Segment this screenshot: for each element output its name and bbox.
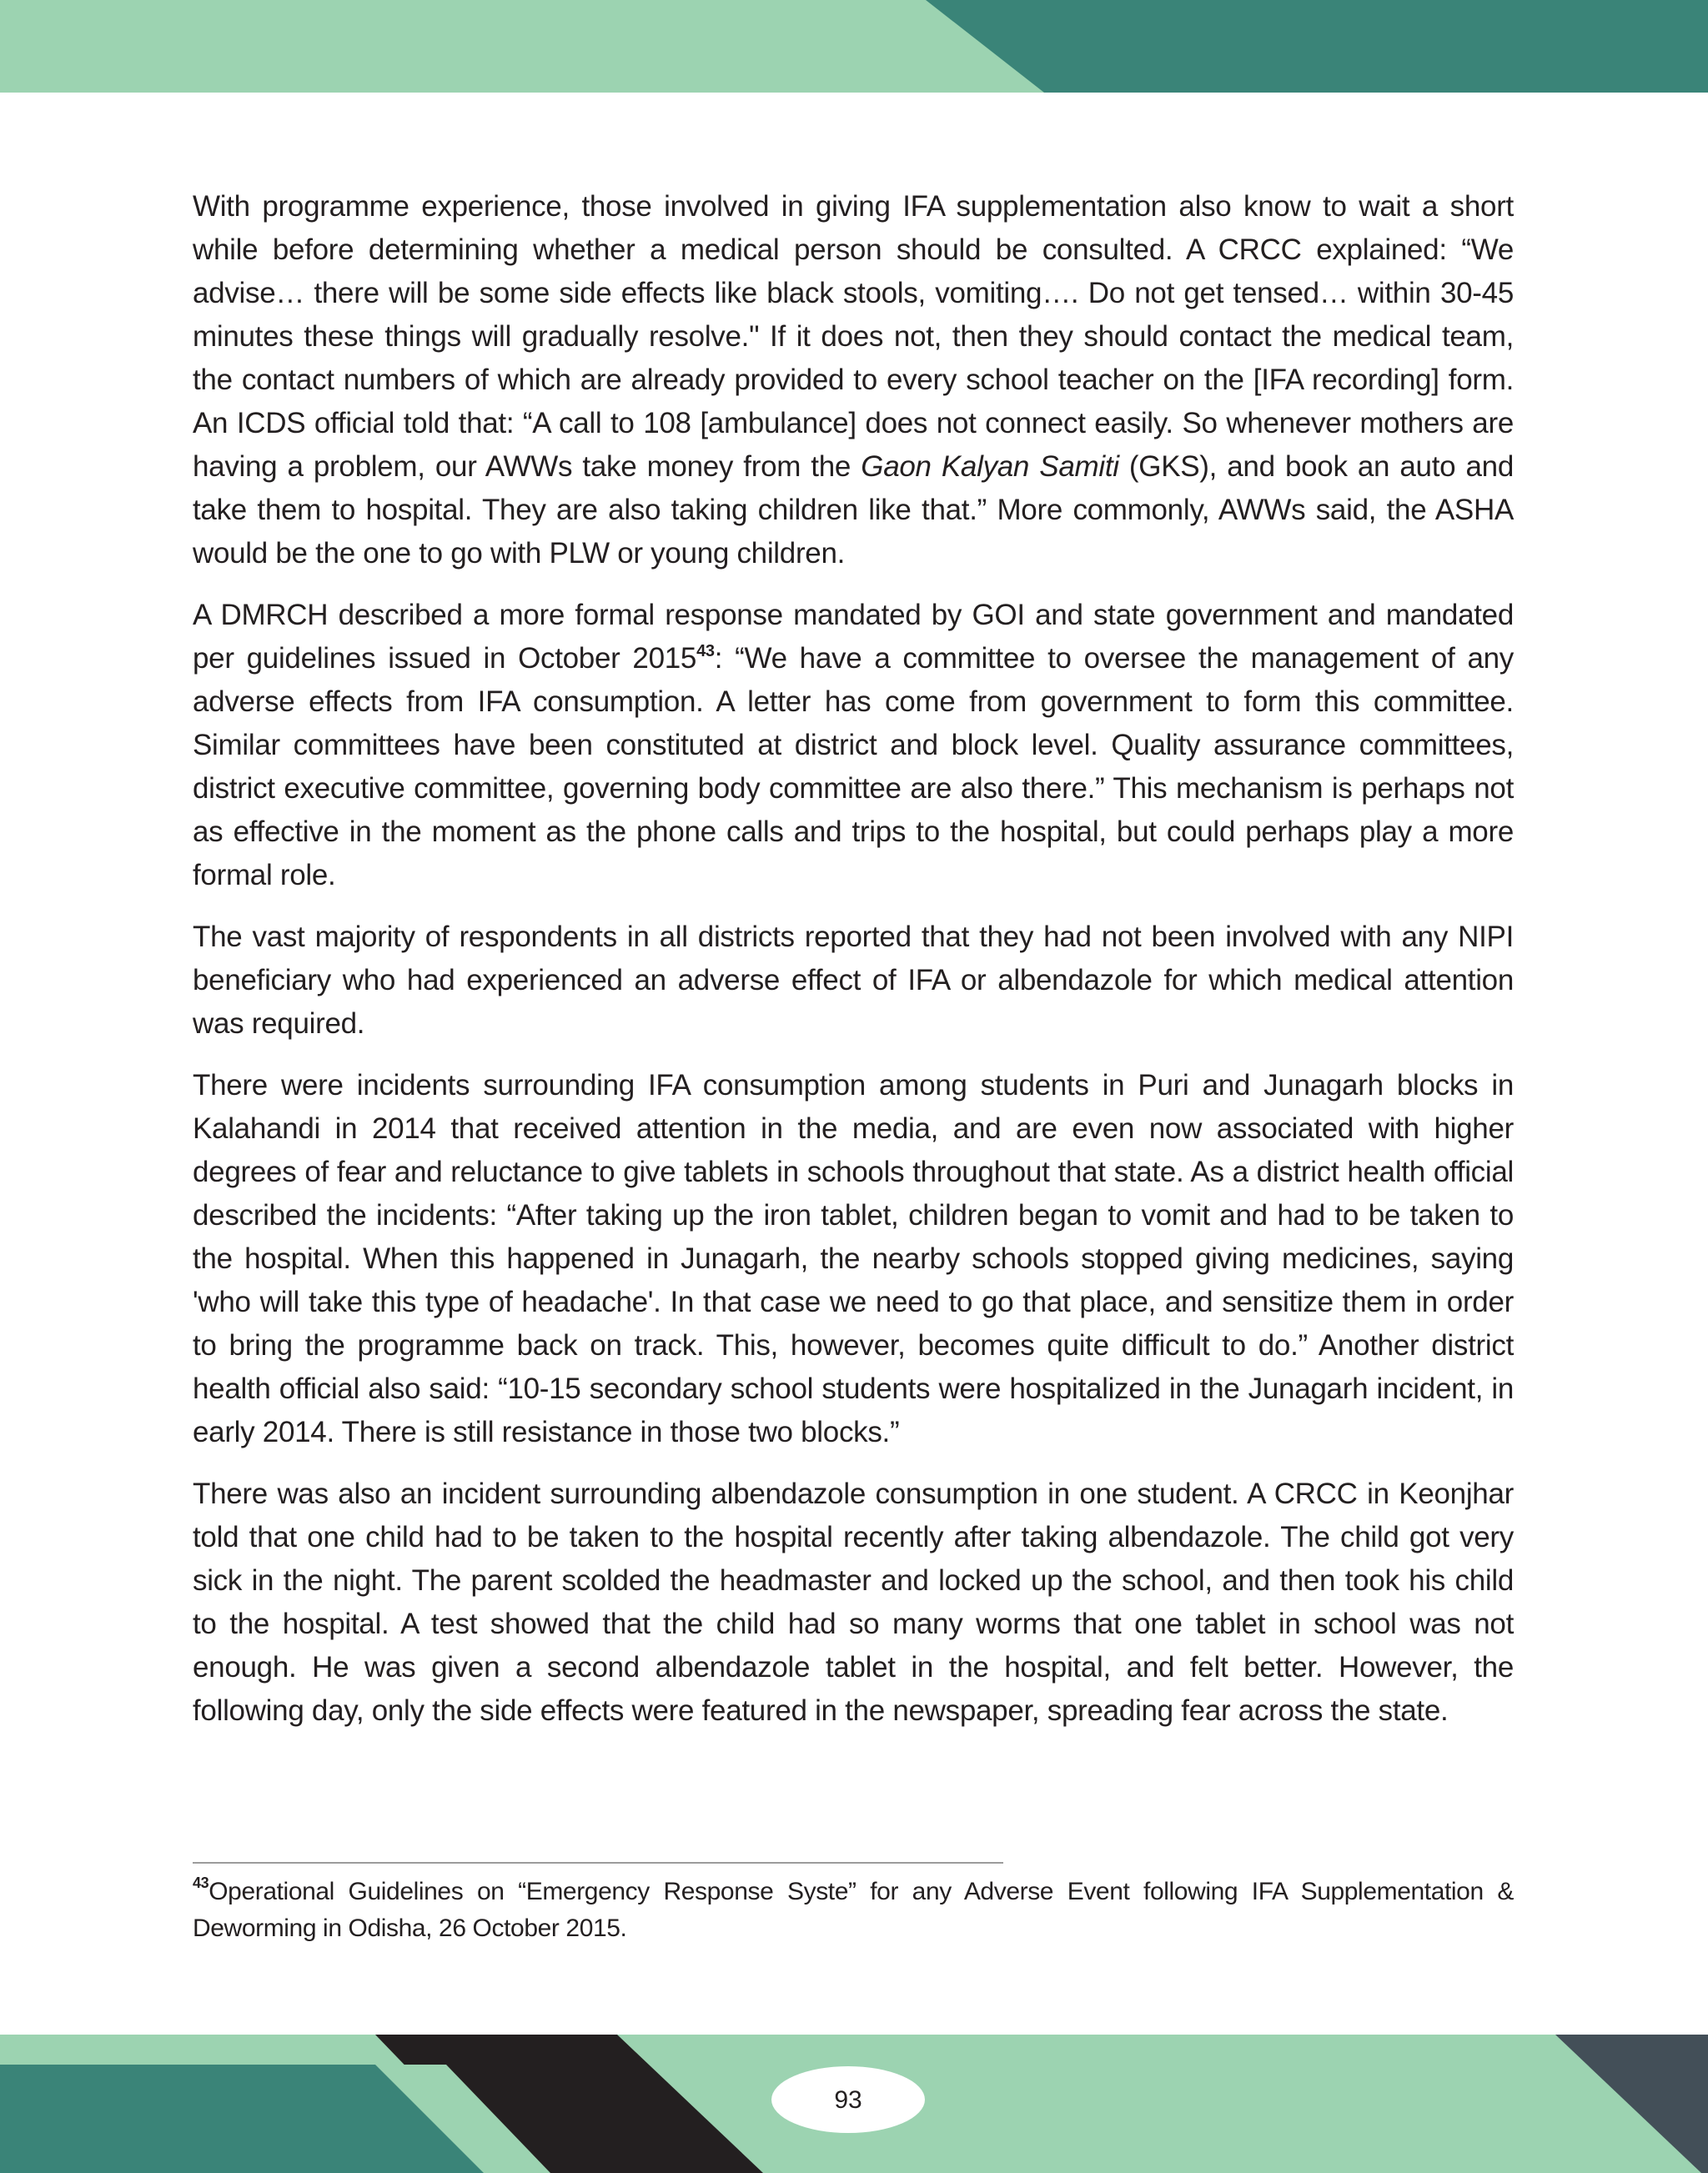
paragraph-4: There were incidents surrounding IFA consumption among students in Puri and Junagarh blocks in Kalahandi in 2014 that received attention in the media, and are even now associated with higher degrees of fear and reluctance to give tablets in schools throughout that state. As a district health official described the incidents: “After taking up the iron tablet, children began to vomit and had to be taken to the hospital. When this happened in Junagarh, the nearby schools stopped giving medicines, saying 'who will take this type of headache'. In that case we need to go that place, and sensitize them in order to bring the programme back on track. This, however, becomes quite difficult to do.” Another district health official also said: “10-15 secondary school students were hospitalized in the Junagarh incident, in early 2014. There is still resistance in those two blocks.” bbox=[193, 1069, 1514, 1448]
paragraph-2: A DMRCH described a more formal response mandated by GOI and state government and mandated per guidelines issued in October 2015$^{43}$: “We have a committee to oversee the management of any adverse effects from IFA consumption. A letter has come from government to form this committee. Similar committees have been constituted at district and block level. Quality assurance committees, district executive committee, governing body committee are also there.” This mechanism is perhaps not as effective in the moment as the phone calls and trips to the hospital, but could perhaps play a more formal role. bbox=[193, 599, 1514, 891]
paragraph-3: The vast majority of respondents in all districts reported that they had not been involved with any NIPI beneficiary who had experienced an adverse effect of IFA or albendazole for which medical attention was required. bbox=[193, 921, 1514, 1040]
footnote-number: 43 bbox=[193, 1874, 209, 1891]
footnote bbox=[193, 1874, 1514, 1947]
header-dark-wedge bbox=[926, 0, 1708, 93]
footnote-reference[interactable]: 43 bbox=[696, 642, 715, 660]
paragraph-1: With programme experience, those involved in giving IFA supplementation also know to wait a short while before determining whether a medical person should be consulted. A CRCC explained: “We advise… there will be some side effects like black stools, vomiting…. Do not get tensed… within 30-45 minutes these things will gradually resolve." If it does not, then they should contact the medical team, the contact numbers of which are already provided to every school teacher on the [IFA recording] form. An ICDS official told that: “A call to 108 [ambulance] does not connect easily. So whenever mothers are having a problem, our AWWs take money from the Gaon Kalyan Samiti (GKS), and book an auto and take them to hospital. They are also taking children like that.” More commonly, AWWs said, the ASHA would be the one to go with PLW or young children. bbox=[193, 190, 1514, 570]
italic-term: Gaon Kalyan Samiti bbox=[861, 450, 1119, 483]
footnote-divider bbox=[193, 1862, 1003, 1864]
paragraph-5: There was also an incident surrounding albendazole consumption in one student. A CRCC in Keonjhar told that one child had to be taken to the hospital recently after taking albendazole. The child got very sick in the night. The parent scolded the headmaster and locked up the school, and then took his child to the hospital. A test showed that the child had so many worms that one tablet in school was not enough. He was given a second albendazole tablet in the hospital, and felt better. However, the following day, only the side effects were featured in the newspaper, spreading fear across the state. bbox=[193, 1478, 1514, 1727]
header-decoration bbox=[0, 0, 1708, 93]
footnote-text: Operational Guidelines on “Emergency Response Syste” for any Adverse Event following IFA Supplementation & Deworming in Odisha, 26 October 2015. bbox=[193, 1878, 1514, 1942]
page-number: 93 bbox=[834, 2086, 862, 2114]
main-text bbox=[193, 185, 1514, 1751]
